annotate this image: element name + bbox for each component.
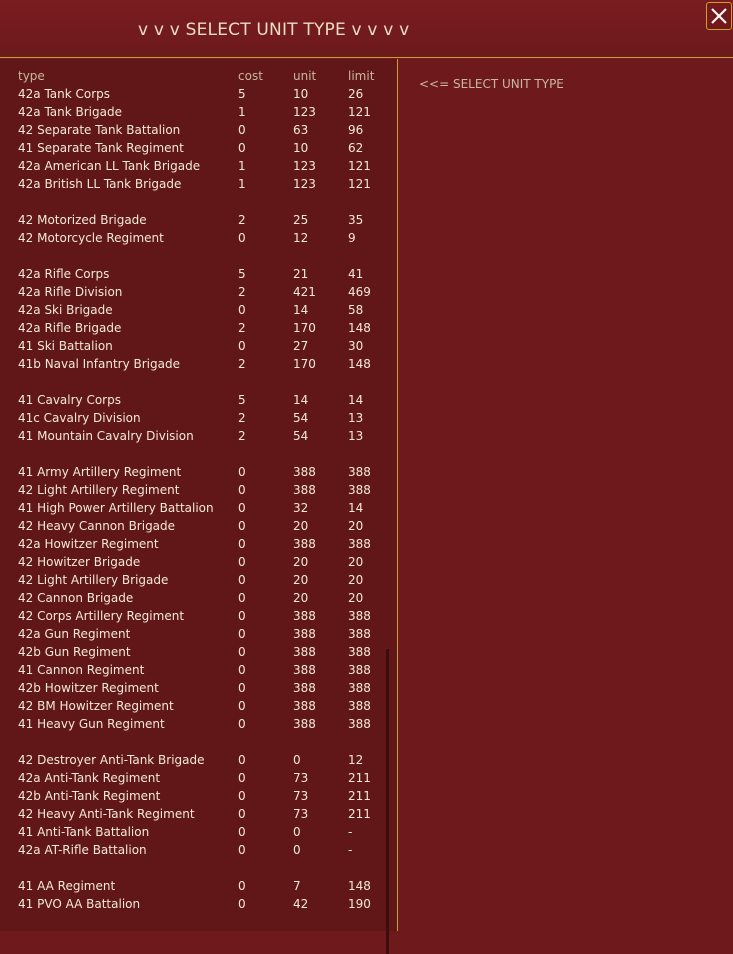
unit-count: 388 bbox=[293, 609, 316, 623]
unit-count: 73 bbox=[293, 771, 309, 785]
unit-count: 20 bbox=[293, 519, 309, 533]
unit-type-name: 41 Heavy Gun Regiment bbox=[18, 717, 165, 731]
unit-limit: 121 bbox=[348, 105, 371, 119]
unit-count: 14 bbox=[293, 393, 309, 407]
unit-count: 73 bbox=[293, 789, 309, 803]
unit-limit: 20 bbox=[348, 573, 364, 587]
unit-count: 73 bbox=[293, 807, 309, 821]
unit-type-name: 41 High Power Artillery Battalion bbox=[18, 501, 214, 515]
unit-limit: 13 bbox=[348, 429, 364, 443]
unit-count: 388 bbox=[293, 717, 316, 731]
unit-cost: 2 bbox=[238, 357, 246, 371]
detail-panel bbox=[398, 59, 733, 931]
unit-cost: 0 bbox=[238, 555, 246, 569]
unit-type-name: 42b Howitzer Regiment bbox=[18, 681, 159, 695]
unit-cost: 0 bbox=[238, 339, 246, 353]
unit-row[interactable] bbox=[0, 697, 390, 715]
unit-count: 388 bbox=[293, 465, 316, 479]
unit-limit: 388 bbox=[348, 609, 371, 623]
unit-type-name: 41c Cavalry Division bbox=[18, 411, 141, 425]
unit-type-name: 41 Army Artillery Regiment bbox=[18, 465, 182, 479]
column-header-type: type bbox=[18, 69, 45, 83]
unit-limit: 9 bbox=[348, 231, 356, 245]
unit-row[interactable] bbox=[0, 877, 390, 895]
unit-row[interactable] bbox=[0, 283, 390, 301]
unit-cost: 0 bbox=[238, 483, 246, 497]
unit-cost: 0 bbox=[238, 141, 246, 155]
unit-count: 388 bbox=[293, 537, 316, 551]
unit-type-name: 41 AA Regiment bbox=[18, 879, 116, 893]
unit-row[interactable] bbox=[0, 625, 390, 643]
unit-limit: 26 bbox=[348, 87, 364, 101]
unit-cost: 5 bbox=[238, 87, 246, 101]
unit-type-name: 42 Motorcycle Regiment bbox=[18, 231, 164, 245]
unit-limit: 58 bbox=[348, 303, 364, 317]
unit-limit: 96 bbox=[348, 123, 364, 137]
unit-cost: 0 bbox=[238, 789, 246, 803]
unit-type-name: 42a Gun Regiment bbox=[18, 627, 131, 641]
unit-row[interactable] bbox=[0, 517, 390, 535]
unit-limit: 469 bbox=[348, 285, 371, 299]
unit-limit: 388 bbox=[348, 465, 371, 479]
unit-count: 388 bbox=[293, 663, 316, 677]
unit-cost: 0 bbox=[238, 879, 246, 893]
unit-cost: 0 bbox=[238, 717, 246, 731]
unit-limit: 190 bbox=[348, 897, 371, 911]
unit-count: 388 bbox=[293, 483, 316, 497]
unit-type-name: 42 Destroyer Anti-Tank Brigade bbox=[18, 753, 205, 767]
unit-limit: 388 bbox=[348, 717, 371, 731]
unit-limit: 14 bbox=[348, 501, 364, 515]
unit-cost: 0 bbox=[238, 681, 246, 695]
unit-type-name: 41 Separate Tank Regiment bbox=[18, 141, 184, 155]
unit-row[interactable] bbox=[0, 499, 390, 517]
unit-count: 27 bbox=[293, 339, 309, 353]
unit-cost: 0 bbox=[238, 699, 246, 713]
unit-limit: 20 bbox=[348, 555, 364, 569]
unit-row[interactable] bbox=[0, 769, 390, 787]
unit-cost: 1 bbox=[238, 159, 246, 173]
unit-limit: 121 bbox=[348, 159, 371, 173]
column-header-unit: unit bbox=[293, 69, 317, 83]
unit-cost: 0 bbox=[238, 645, 246, 659]
unit-row[interactable] bbox=[0, 481, 390, 499]
unit-row[interactable] bbox=[0, 553, 390, 571]
unit-limit: 211 bbox=[348, 789, 371, 803]
select-unit-hint: <<= SELECT UNIT TYPE bbox=[419, 77, 564, 91]
unit-type-name: 42 Cannon Brigade bbox=[18, 591, 134, 605]
unit-type-name: 42a Howitzer Regiment bbox=[18, 537, 159, 551]
unit-limit: 388 bbox=[348, 699, 371, 713]
unit-row[interactable] bbox=[0, 805, 390, 823]
unit-type-name: 42a Rifle Corps bbox=[18, 267, 110, 281]
unit-row[interactable] bbox=[0, 463, 390, 481]
unit-count: 20 bbox=[293, 573, 309, 587]
unit-row[interactable] bbox=[0, 895, 390, 913]
unit-row[interactable] bbox=[0, 427, 390, 445]
unit-row[interactable] bbox=[0, 229, 390, 247]
unit-cost: 2 bbox=[238, 321, 246, 335]
unit-row[interactable] bbox=[0, 121, 390, 139]
unit-type-name: 42 Corps Artillery Regiment bbox=[18, 609, 185, 623]
column-header-limit: limit bbox=[348, 69, 375, 83]
unit-row[interactable] bbox=[0, 679, 390, 697]
unit-row[interactable] bbox=[0, 751, 390, 769]
unit-type-name: 41 Anti-Tank Battalion bbox=[18, 825, 150, 839]
unit-limit: 30 bbox=[348, 339, 364, 353]
unit-cost: 0 bbox=[238, 501, 246, 515]
unit-type-name: 41b Naval Infantry Brigade bbox=[18, 357, 180, 371]
unit-row[interactable] bbox=[0, 337, 390, 355]
unit-type-name: 41 Ski Battalion bbox=[18, 339, 113, 353]
unit-limit: 388 bbox=[348, 681, 371, 695]
unit-count: 388 bbox=[293, 699, 316, 713]
unit-count: 12 bbox=[293, 231, 309, 245]
unit-type-name: 42 Separate Tank Battalion bbox=[18, 123, 181, 137]
unit-row[interactable] bbox=[0, 661, 390, 679]
unit-type-name: 42a British LL Tank Brigade bbox=[18, 177, 182, 191]
unit-row[interactable] bbox=[0, 139, 390, 157]
unit-cost: 0 bbox=[238, 771, 246, 785]
unit-row[interactable] bbox=[0, 265, 390, 283]
unit-type-name: 42 Howitzer Brigade bbox=[18, 555, 141, 569]
unit-limit: 14 bbox=[348, 393, 364, 407]
unit-limit: - bbox=[348, 843, 353, 857]
unit-count: 54 bbox=[293, 429, 309, 443]
unit-limit: 12 bbox=[348, 753, 364, 767]
unit-type-name: 42a Tank Corps bbox=[18, 87, 111, 101]
list-scrollbar[interactable] bbox=[386, 649, 389, 954]
unit-count: 21 bbox=[293, 267, 309, 281]
close-icon bbox=[711, 8, 727, 24]
unit-count: 25 bbox=[293, 213, 309, 227]
unit-cost: 5 bbox=[238, 267, 246, 281]
page-title: v v v SELECT UNIT TYPE v v v v bbox=[138, 20, 410, 40]
unit-count: 20 bbox=[293, 591, 309, 605]
unit-count: 170 bbox=[293, 321, 316, 335]
unit-row[interactable] bbox=[0, 841, 390, 859]
unit-cost: 0 bbox=[238, 465, 246, 479]
unit-limit: 13 bbox=[348, 411, 364, 425]
unit-row[interactable] bbox=[0, 823, 390, 841]
unit-row[interactable] bbox=[0, 85, 390, 103]
unit-limit: 148 bbox=[348, 879, 371, 893]
unit-limit: 388 bbox=[348, 627, 371, 641]
unit-limit: 20 bbox=[348, 519, 364, 533]
unit-type-name: 42a Tank Brigade bbox=[18, 105, 122, 119]
unit-row[interactable] bbox=[0, 319, 390, 337]
unit-type-name: 42a American LL Tank Brigade bbox=[18, 159, 201, 173]
unit-cost: 0 bbox=[238, 807, 246, 821]
unit-type-name: 42a Rifle Brigade bbox=[18, 321, 122, 335]
unit-row[interactable] bbox=[0, 409, 390, 427]
unit-row[interactable] bbox=[0, 301, 390, 319]
column-header-cost: cost bbox=[238, 69, 263, 83]
unit-limit: 148 bbox=[348, 357, 371, 371]
close-button[interactable] bbox=[706, 2, 732, 30]
unit-cost: 0 bbox=[238, 519, 246, 533]
unit-type-name: 42 Heavy Cannon Brigade bbox=[18, 519, 176, 533]
unit-cost: 0 bbox=[238, 303, 246, 317]
unit-count: 170 bbox=[293, 357, 316, 371]
unit-row[interactable] bbox=[0, 589, 390, 607]
unit-type-name: 41 Cannon Regiment bbox=[18, 663, 145, 677]
unit-limit: 388 bbox=[348, 483, 371, 497]
unit-limit: 388 bbox=[348, 663, 371, 677]
column-headers bbox=[0, 67, 390, 85]
unit-type-name: 42a Rifle Division bbox=[18, 285, 123, 299]
unit-cost: 0 bbox=[238, 753, 246, 767]
unit-count: 388 bbox=[293, 681, 316, 695]
unit-count: 123 bbox=[293, 177, 316, 191]
unit-limit: 148 bbox=[348, 321, 371, 335]
unit-cost: 0 bbox=[238, 663, 246, 677]
unit-limit: 211 bbox=[348, 771, 371, 785]
unit-limit: 121 bbox=[348, 177, 371, 191]
unit-count: 388 bbox=[293, 645, 316, 659]
unit-cost: 1 bbox=[238, 105, 246, 119]
unit-cost: 0 bbox=[238, 123, 246, 137]
unit-count: 388 bbox=[293, 627, 316, 641]
unit-type-name: 42 Heavy Anti-Tank Regiment bbox=[18, 807, 195, 821]
unit-cost: 0 bbox=[238, 573, 246, 587]
unit-row[interactable] bbox=[0, 643, 390, 661]
unit-count: 0 bbox=[293, 753, 301, 767]
unit-type-name: 42b Anti-Tank Regiment bbox=[18, 789, 161, 803]
unit-cost: 2 bbox=[238, 429, 246, 443]
unit-cost: 2 bbox=[238, 285, 246, 299]
unit-cost: 0 bbox=[238, 825, 246, 839]
unit-type-name: 42 Light Artillery Brigade bbox=[18, 573, 169, 587]
unit-limit: 20 bbox=[348, 591, 364, 605]
unit-count: 32 bbox=[293, 501, 309, 515]
unit-count: 0 bbox=[293, 843, 301, 857]
unit-count: 14 bbox=[293, 303, 309, 317]
unit-cost: 0 bbox=[238, 537, 246, 551]
unit-count: 10 bbox=[293, 141, 309, 155]
header-bar bbox=[0, 0, 733, 58]
unit-count: 63 bbox=[293, 123, 309, 137]
unit-cost: 0 bbox=[238, 231, 246, 245]
unit-row[interactable] bbox=[0, 607, 390, 625]
unit-limit: - bbox=[348, 825, 353, 839]
unit-count: 123 bbox=[293, 159, 316, 173]
unit-cost: 0 bbox=[238, 627, 246, 641]
unit-limit: 388 bbox=[348, 645, 371, 659]
unit-cost: 2 bbox=[238, 411, 246, 425]
unit-type-name: 42a Ski Brigade bbox=[18, 303, 113, 317]
unit-cost: 0 bbox=[238, 897, 246, 911]
unit-type-name: 41 Mountain Cavalry Division bbox=[18, 429, 194, 443]
unit-row[interactable] bbox=[0, 571, 390, 589]
unit-type-name: 41 Cavalry Corps bbox=[18, 393, 121, 407]
unit-row[interactable] bbox=[0, 535, 390, 553]
unit-count: 54 bbox=[293, 411, 309, 425]
unit-cost: 5 bbox=[238, 393, 246, 407]
unit-row[interactable] bbox=[0, 103, 390, 121]
unit-limit: 211 bbox=[348, 807, 371, 821]
unit-type-name: 42 BM Howitzer Regiment bbox=[18, 699, 174, 713]
unit-count: 10 bbox=[293, 87, 309, 101]
unit-type-name: 41 PVO AA Battalion bbox=[18, 897, 141, 911]
unit-cost: 0 bbox=[238, 843, 246, 857]
unit-limit: 62 bbox=[348, 141, 364, 155]
unit-limit: 388 bbox=[348, 537, 371, 551]
unit-type-name: 42a AT-Rifle Battalion bbox=[18, 843, 147, 857]
unit-row[interactable] bbox=[0, 157, 390, 175]
unit-row[interactable] bbox=[0, 391, 390, 409]
unit-type-name: 42 Motorized Brigade bbox=[18, 213, 147, 227]
unit-count: 0 bbox=[293, 825, 301, 839]
unit-type-list[interactable] bbox=[0, 59, 398, 931]
unit-count: 421 bbox=[293, 285, 316, 299]
unit-count: 42 bbox=[293, 897, 309, 911]
unit-cost: 1 bbox=[238, 177, 246, 191]
unit-count: 7 bbox=[293, 879, 301, 893]
unit-row[interactable] bbox=[0, 787, 390, 805]
unit-cost: 2 bbox=[238, 213, 246, 227]
unit-count: 20 bbox=[293, 555, 309, 569]
unit-count: 123 bbox=[293, 105, 316, 119]
unit-limit: 35 bbox=[348, 213, 364, 227]
unit-cost: 0 bbox=[238, 591, 246, 605]
unit-row[interactable] bbox=[0, 175, 390, 193]
unit-row[interactable] bbox=[0, 715, 390, 733]
unit-limit: 41 bbox=[348, 267, 364, 281]
unit-row[interactable] bbox=[0, 211, 390, 229]
unit-type-name: 42b Gun Regiment bbox=[18, 645, 131, 659]
unit-type-name: 42a Anti-Tank Regiment bbox=[18, 771, 161, 785]
unit-row[interactable] bbox=[0, 355, 390, 373]
unit-cost: 0 bbox=[238, 609, 246, 623]
unit-type-name: 42 Light Artillery Regiment bbox=[18, 483, 180, 497]
